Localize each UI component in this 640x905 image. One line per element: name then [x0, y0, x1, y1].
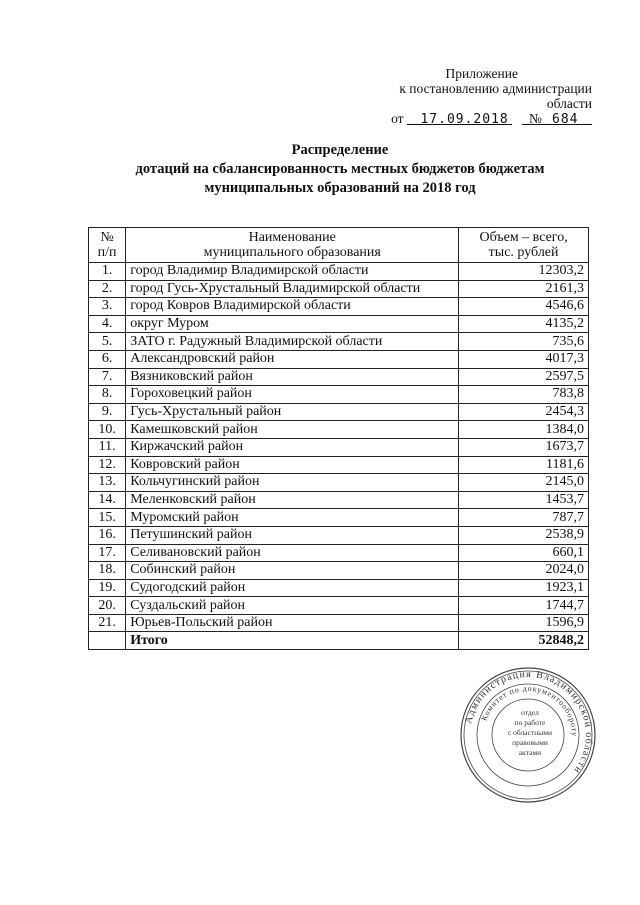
- row-number: 4.: [89, 315, 126, 333]
- row-number: 14.: [89, 491, 126, 509]
- stamp-center-line: актами: [518, 748, 542, 757]
- table-row: [89, 386, 589, 404]
- row-name: Камешковский район: [126, 421, 459, 439]
- total-number: [89, 632, 126, 650]
- row-number: 3.: [89, 298, 126, 316]
- total-value: 52848,2: [459, 632, 589, 650]
- row-name: город Ковров Владимирской области: [126, 298, 459, 316]
- table-row: [89, 544, 589, 562]
- row-value: 783,8: [459, 386, 589, 404]
- stamp-center-line: правовыми: [512, 738, 548, 747]
- stamp-center-line: отдел: [521, 708, 539, 717]
- row-value: 1181,6: [459, 456, 589, 474]
- row-value: 2538,9: [459, 526, 589, 544]
- row-value: 1453,7: [459, 491, 589, 509]
- row-name: Вязниковский район: [126, 368, 459, 386]
- row-number: 9.: [89, 403, 126, 421]
- row-value: 2454,3: [459, 403, 589, 421]
- row-value: 1923,1: [459, 579, 589, 597]
- row-number: 6.: [89, 350, 126, 368]
- date-value: 17.09.2018: [420, 112, 509, 127]
- row-number: 7.: [89, 368, 126, 386]
- row-number: 1.: [89, 263, 126, 281]
- table-row: [89, 597, 589, 615]
- appendix-date-number: от _ 17.09.2018 _№_ 684__: [391, 111, 592, 127]
- table-row: [89, 526, 589, 544]
- row-value: 1744,7: [459, 597, 589, 615]
- table-row: [89, 614, 589, 632]
- document-title: [60, 141, 620, 198]
- table-row: [89, 491, 589, 509]
- stamp-outer-text: Администрация Владимирской области: [463, 668, 595, 777]
- row-value: 660,1: [459, 544, 589, 562]
- title-line-2: дотаций на сбалансированность местных бюджетов бюджетам: [135, 161, 545, 177]
- appendix-block: [360, 66, 600, 127]
- row-name: Гусь-Хрустальный район: [126, 403, 459, 421]
- row-name: Меленковский район: [126, 491, 459, 509]
- table-row: [89, 438, 589, 456]
- row-number: 8.: [89, 386, 126, 404]
- table-row: [89, 280, 589, 298]
- header-number: № п/п: [89, 228, 126, 263]
- row-number: 16.: [89, 526, 126, 544]
- table-row: [89, 333, 589, 351]
- table-row: [89, 368, 589, 386]
- stamp-inner-text: Комитет по документообороту: [479, 683, 580, 738]
- table-row: [89, 350, 589, 368]
- row-value: 4135,2: [459, 315, 589, 333]
- row-value: 2597,5: [459, 368, 589, 386]
- row-value: 1384,0: [459, 421, 589, 439]
- total-row: [89, 632, 589, 650]
- row-name: ЗАТО г. Радужный Владимирской области: [126, 333, 459, 351]
- table-row: [89, 315, 589, 333]
- title-line-3: муниципальных образований на 2018 год: [204, 180, 476, 196]
- row-value: 4546,6: [459, 298, 589, 316]
- row-name: округ Муром: [126, 315, 459, 333]
- table-row: [89, 403, 589, 421]
- row-name: Кольчугинский район: [126, 474, 459, 492]
- row-number: 12.: [89, 456, 126, 474]
- title-line-1: Распределение: [291, 142, 389, 158]
- row-name: город Владимир Владимирской области: [126, 263, 459, 281]
- table-row: [89, 421, 589, 439]
- table-row: [89, 298, 589, 316]
- row-value: 787,7: [459, 509, 589, 527]
- table-row: [89, 579, 589, 597]
- row-value: 4017,3: [459, 350, 589, 368]
- row-name: Судогодский район: [126, 579, 459, 597]
- row-number: 13.: [89, 474, 126, 492]
- header-name: Наименование муниципального образования: [126, 228, 459, 263]
- header-value: Объем – всего, тыс. рублей: [459, 228, 589, 263]
- row-value: 12303,2: [459, 263, 589, 281]
- appendix-reference: к постановлению администрации области: [399, 81, 592, 111]
- table-body: [89, 263, 589, 650]
- row-number: 11.: [89, 438, 126, 456]
- row-name: Селивановский район: [126, 544, 459, 562]
- row-name: Петушинский район: [126, 526, 459, 544]
- row-name: Собинский район: [126, 562, 459, 580]
- row-number: 15.: [89, 509, 126, 527]
- date-prefix: от: [391, 111, 404, 126]
- row-name: Гороховецкий район: [126, 386, 459, 404]
- stamp-center-line: с областными: [507, 728, 553, 737]
- row-number: 19.: [89, 579, 126, 597]
- row-number: 2.: [89, 280, 126, 298]
- row-name: Киржачский район: [126, 438, 459, 456]
- row-name: Ковровский район: [126, 456, 459, 474]
- table-header-row: [89, 228, 589, 263]
- row-value: 735,6: [459, 333, 589, 351]
- row-number: 17.: [89, 544, 126, 562]
- table-row: [89, 562, 589, 580]
- appendix-title: Приложение: [445, 66, 518, 81]
- row-number: 21.: [89, 614, 126, 632]
- row-name: город Гусь-Хрустальный Владимирской области: [126, 280, 459, 298]
- stamp-center-line: по работе: [514, 718, 546, 727]
- row-number: 18.: [89, 562, 126, 580]
- official-stamp: [458, 665, 598, 805]
- table-row: [89, 509, 589, 527]
- table-row: [89, 263, 589, 281]
- row-name: Муромский район: [126, 509, 459, 527]
- table-row: [89, 474, 589, 492]
- row-value: 1673,7: [459, 438, 589, 456]
- number-value: 684: [552, 112, 579, 127]
- row-number: 20.: [89, 597, 126, 615]
- row-number: 5.: [89, 333, 126, 351]
- row-number: 10.: [89, 421, 126, 439]
- row-value: 2145,0: [459, 474, 589, 492]
- subsidy-table: [88, 227, 589, 650]
- row-value: 2161,3: [459, 280, 589, 298]
- row-value: 2024,0: [459, 562, 589, 580]
- total-label: Итого: [126, 632, 459, 650]
- row-name: Суздальский район: [126, 597, 459, 615]
- row-value: 1596,9: [459, 614, 589, 632]
- number-prefix: №: [529, 111, 542, 126]
- row-name: Юрьев-Польский район: [126, 614, 459, 632]
- row-name: Александровский район: [126, 350, 459, 368]
- table-row: [89, 456, 589, 474]
